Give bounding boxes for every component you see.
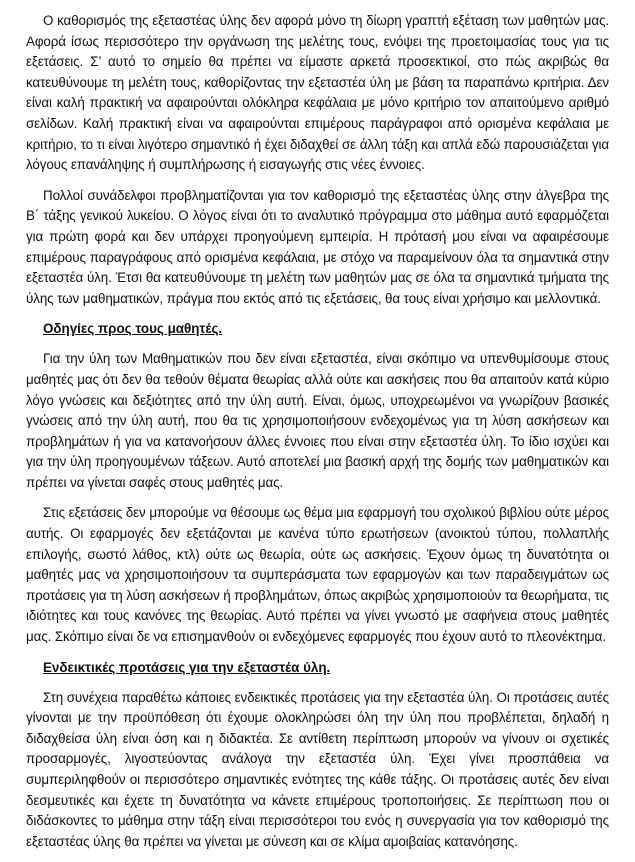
heading-student-guidelines: Οδηγίες προς τους μαθητές.: [43, 321, 223, 337]
paragraph-applications: Στις εξετάσεις δεν μπορούμε να θέσουμε ως θέμα μια εφαρμογή του σχολικού βιβλίου ούτε μέρος αυτής. Οι εφαρμογές δεν εξετάζονται με κανένα τύπο ερωτήσεων (ανοικτού τύπου, πολλαπλής επιλογής, σωστό λάθος, κτλ) ούτε ως θεωρία, ούτε ως ασκήσεις. Έχουν όμως τη δυνατότητα οι μαθητές μας να χρησιμοποιήσουν τα συμπεράσματα των εφαρμογών και των παραδειγμάτων ως προτάσεις για τη λύση ασκήσεων ή προβλημάτων, όπως ακριβώς χρησιμοποιούν τα θεωρήματα, τις ιδιότητες και τους κανόνες της θεωρίας. Αυτό πρέπει να γίνει γνωστό με σαφήνεια στους μαθητές μας. Σκόπιμο είναι δε να επισημανθούν οι ενδεχόμενες εφαρμογές που έχουν αυτό το πλεονέκτημα.: [26, 505, 609, 645]
paragraph-intro: Ο καθορισμός της εξεταστέας ύλης δεν αφορά μόνο τη δίωρη γραπτή εξέταση των μαθητών μας. Αφορά ίσως περισσότερο την οργάνωση της μελέτης τους, ενόψει της προετοιμασίας τους για τις εξετάσεις. Σ’ αυτό το σημείο θα πρέπει να είμαστε αρκετά προσεκτικοί, στο πώς ακριβώς θα κατευθύνουμε τη μελέτη τους, καθορίζοντας την εξεταστέα ύλη με βάση τα παραπάνω κριτήρια. Δεν είναι καλή πρακτική να αφαιρούνται ολόκληρα κεφάλαια με μόνο κριτήριο τον απαιτούμενο αριθμό σελίδων. Καλή πρακτική είναι να αφαιρούνται επιμέρους παράγραφοι από ορισμένα κεφάλαια με κριτήριο, το τι είναι λιγότερο σημαντικό ή έχει διδαχθεί σε άλλη τάξη και απλά εδώ παρουσιάζεται για λόγους επανάληψης ή συμπλήρωσης ή εισαγωγής στις νέες έννοιες.: [26, 13, 609, 173]
paragraph-suggestions: Στη συνέχεια παραθέτω κάποιες ενδεικτικές προτάσεις για την εξεταστέα ύλη. Οι προτάσεις αυτές γίνονται με την προϋπόθεση ότι έχουμε ολοκληρώσει όλη την ύλη που προβλέπεται, δηλαδή η διδαχθείσα ύλη είναι όση και η διδακτέα. Σε αντίθετη περίπτωση μπορούν να γίνουν οι σχετικές προσαρμογές, λιγοστεύοντας ανάλογα την εξεταστέα ύλη. Έχει γίνει προσπάθεια να συμπεριληφθούν οι περισσότερο σημαντικές ενότητες της κάθε τάξης. Οι προτάσεις αυτές δεν είναι δεσμευτικές και έχετε τη δυνατότητα να κάνετε επιμέρους τροποποιήσεις. Σε περίπτωση που οι διδάσκοντες το μάθημα στην τάξη είναι περισσότεροι του ενός η συνεργασία για τον καθορισμό της εξεταστέας ύλης θα πρέπει να γίνεται με σύνεση και σε κλίμα αμοιβαίας κατανόησης.: [26, 689, 609, 849]
paragraph-algebra: Πολλοί συνάδελφοι προβληματίζονται για τον καθορισμό της εξεταστέας ύλης στην άλγεβρα της Β΄ τάξης γενικού λυκείου. Ο λόγος είναι ότι το αναλυτικό πρόγραμμα στο μάθημα αυτό εφαρμόζεται για πρώτη φορά και δεν υπάρχει προηγούμενη εμπειρία. Η πρότασή μου είναι να αφαιρέσουμε επιμέρους παραγράφους από ορισμένα κεφάλαια, με στόχο να παραμείνουν όλα τα σημαντικά στην εξεταστέα ύλη. Έτσι θα κατευθύνουμε τη μελέτη των μαθητών μας σε όλα τα σημαντικά τμήματα της ύλης των μαθηματικών, πράγμα που εκτός από τις εξετάσεις, θα τους είναι χρήσιμο και μελλοντικά.: [26, 187, 609, 306]
paragraph-non-exam-material: Για την ύλη των Μαθηματικών που δεν είναι εξεταστέα, είναι σκόπιμο να υπενθυμίσουμε στους μαθητές μας ότι δεν θα τεθούν θέματα θεωρίας αλλά ούτε και ασκήσεις που θα απαιτούν κατά κύριο λόγο γνώσεις και δεξιότητες από την ύλη αυτή. Είναι, όμως, υποχρεωμένοι να γνωρίζουν βασικές γνώσεις από την ύλη αυτή, που θα τις χρησιμοποιήσουν ενδεχομένως για τη λύση ασκήσεων και προβλημάτων ή για να κατανοήσουν άλλες έννοιες που είναι στην εξεταστέα ύλη. Το ίδιο ισχύει και για την ύλη προηγουμένων τάξεων. Αυτό αποτελεί μια βασική αρχή της δομής των μαθηματικών και πρέπει να γίνεται σαφές στους μαθητές μας.: [26, 351, 609, 490]
heading-indicative-suggestions: Ενδεικτικές προτάσεις για την εξεταστέα ύλη.: [43, 659, 331, 675]
document-page: [26, 11, 609, 862]
